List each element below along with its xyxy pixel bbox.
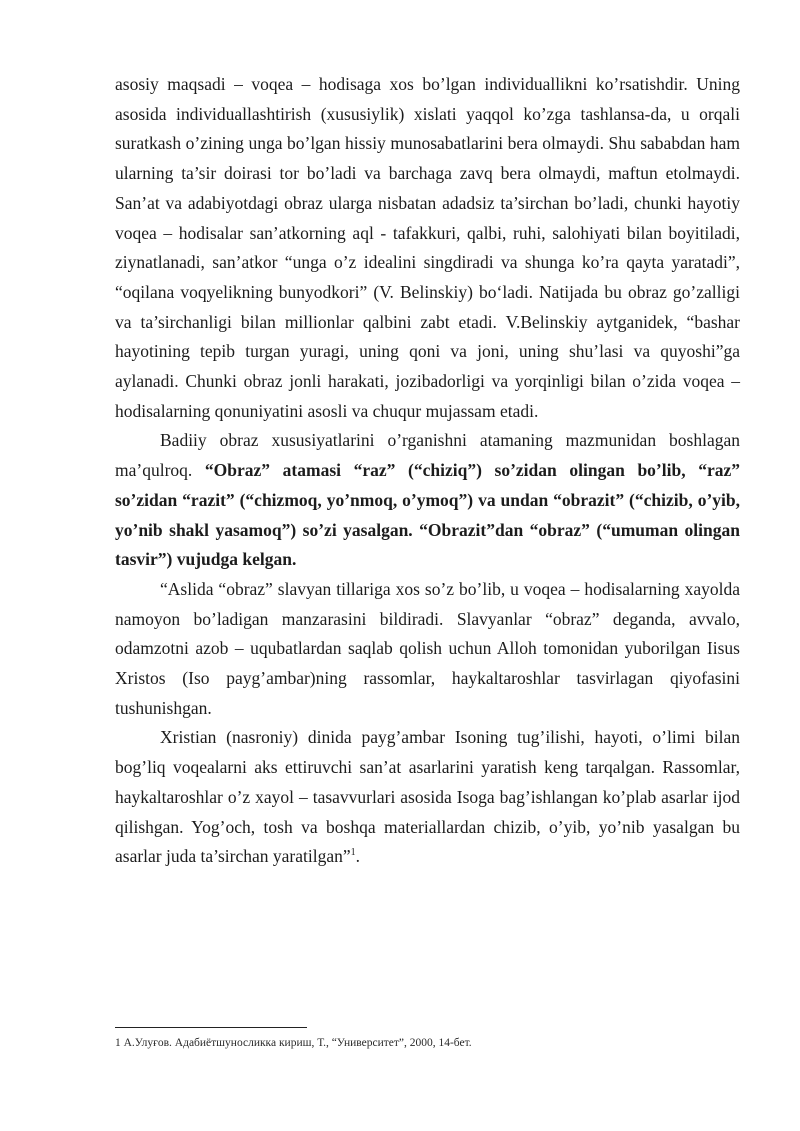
- footnote: 1 А.Улуғов. Адабиётшуносликка кириш, Т., “Университет”, 2000, 14-бет.: [115, 1037, 472, 1049]
- paragraph-1: asosiy maqsadi – voqea – hodisaga xos bo’lgan individuallikni ko’rsatishdir. Uning asosida individuallashtirish (xususiylik) xislati yaqqol ko’zga tashlansa-da, u orqali suratkash o’zining unga bo’lgan hissiy munosabatlarini bera olmaydi. Shu sababdan ham ularning ta’sir doirasi tor bo’ladi va barchaga zavq bera olmaydi, maftun etolmaydi. San’at va adabiyotdagi obraz ularga nisbatan adadsiz ta’sirchan bo’ladi, chunki hayotiy voqea – hodisalar san’atkorning aql - tafakkuri, qalbi, ruhi, salohiyati bilan boyitiladi, ziynatlanadi, san’atkor “unga o’z idealini singdiradi va shunga ko’ra qayta yaratadi”, “oqilana voqyelikning bunyodkori” (V. Belinskiy) bo‘ladi. Natijada bu obraz go’zalligi va ta’sirchanligi bilan millionlar qalbini zabt etadi. V.Belinskiy aytganidek, “bashar hayotining tepib turgan yuragi, uning qoni va joni, uning shu’lasi va quyoshi”ga aylanadi. Chunki obraz jonli harakati, jozibadorligi va yorqinligi bilan o’zida voqea – hodisalarning qonuniyatini asosli va chuqur mujassam etadi.: [115, 74, 740, 421]
- footnote-divider: [115, 1027, 307, 1028]
- body-text: [115, 70, 740, 872]
- paragraph-2: [115, 426, 740, 575]
- footnote-reference[interactable]: 1: [350, 847, 356, 859]
- paragraph-3: “Aslida “obraz” slavyan tillariga xos so’z bo’lib, u voqea – hodisalarning xayolda namoyon bo’ladigan manzarasini bildiradi. Slavyanlar “obraz” deganda, avvalo, odamzotni azob – uqubatlardan saqlab qolish uchun Alloh tomonidan yuborilgan Iisus Xristos (Iso payg’ambar)ning rassomlar, haykaltaroshlar tasvirlagan qiyofasini tushunishgan.: [115, 578, 740, 718]
- paragraph-4: Xristian (nasroniy) dinida payg’ambar Isoning tug’ilishi, hayoti, o’limi bilan bog’liq voqealarni aks ettiruvchi san’at asarlarini yaratish keng tarqalgan. Rassomlar, haykaltaroshlar o’z xayol – tasavvurlari asosida Isoga bag’ishlangan ko’plab asarlar ijod qilishgan. Yog’och, tosh va boshqa materiallardan chizib, o’yib, yo’nib yasalgan bu asarlar juda ta’sirchan yaratilgan”$^1$.: [115, 727, 740, 867]
- paragraph-2-bold-definition: “Obraz” atamasi “raz” (“chiziq”) so’zidan olingan bo’lib, “raz” so’zidan “razit” (“chizmoq, yo’nmoq, o’ymoq”) va undan “obrazit” (“chizib, o’yib, yo’nib shakl yasamoq”) so’zi yasalgan. “Obrazit”dan “obraz” (“umuman olingan tasvir”) vujudga kelgan.: [115, 460, 740, 570]
- paragraph-4-text: Xristian (nasroniy) dinida payg’ambar Isoning tug’ilishi, hayoti, o’limi bilan bog’liq voqealarni aks ettiruvchi san’at asarlarini yaratish keng tarqalgan. Rassomlar, haykaltaroshlar o’z xayol – tasavvurlari asosida Isoga bag’ishlangan ko’plab asarlar ijod qilishgan. Yog’och, tosh va boshqa materiallardan chizib, o’yib, yo’nib yasalgan bu asarlar juda ta’sirchan yaratilgan”: [115, 727, 740, 867]
- paragraph-2-intro: Badiiy obraz xususiyatlarini o’rganishni atamaning mazmunidan boshlagan ma’qulroq.: [115, 430, 740, 481]
